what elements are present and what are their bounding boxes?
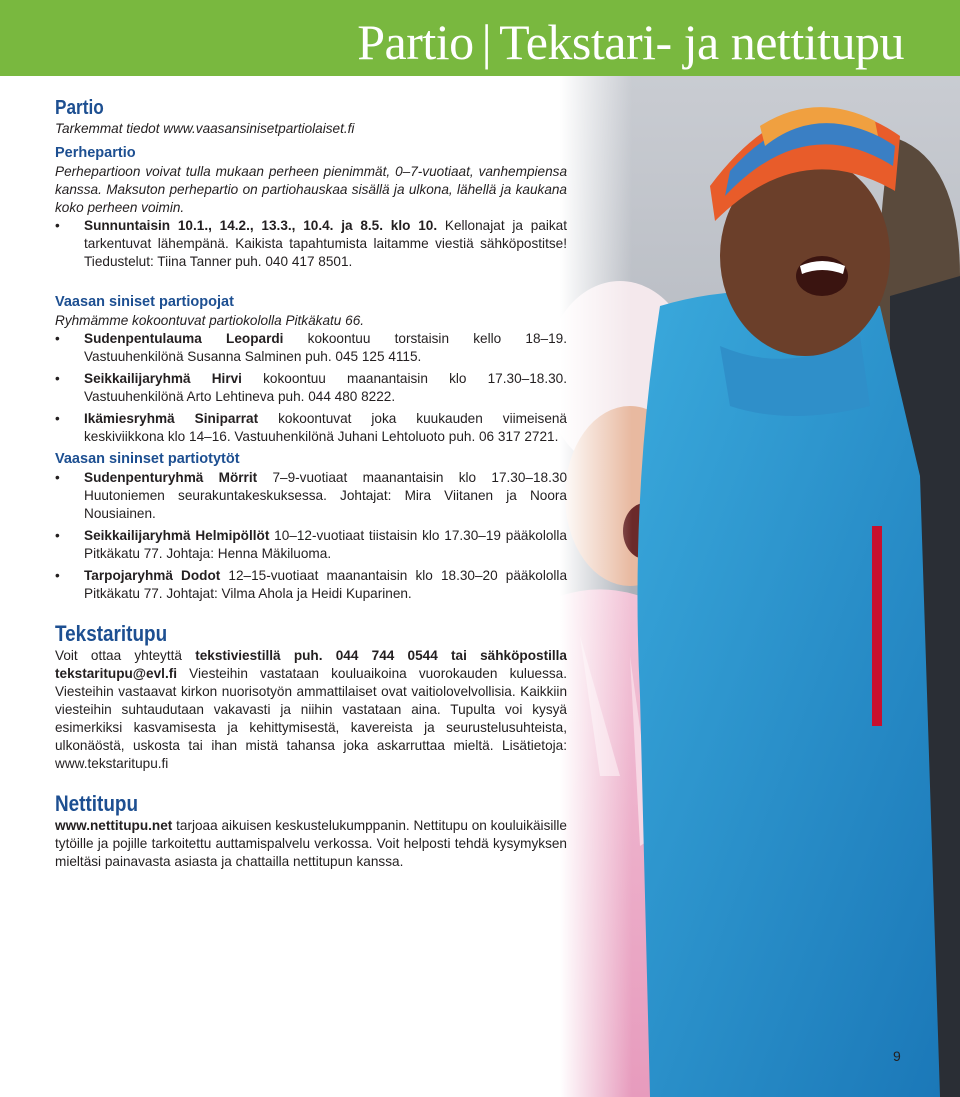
nettitupu-text (55, 817, 567, 871)
item-text: 7–9-vuotiaat maanantaisin klo 17.30–18.30 Huutoniemen seurakuntakeskuksessa. Johtajat: Mira Viitanen ja Noora Nousiainen. (84, 470, 568, 521)
list-item (55, 370, 567, 406)
partiopojat-list (55, 330, 567, 446)
page-number: 9 (893, 1048, 901, 1064)
nettitupu-t2: tarjoaa aikuisen keskustelukumppanin. Nettitupu on kouluikäisille tytöille ja pojille tarkoitettu auttamispalvelu verkossa. Voit helposti tehdä kysymyksen mieltäsi painavasta asiasta ja chattailla nettitupun kanssa. (55, 818, 567, 869)
item-text: kokoontuu maanantaisin klo 17.30–18.30. Vastuuhenkilönä Arto Lehtineva puh. 044 480 8222. (84, 371, 567, 404)
title-left: Partio (357, 14, 474, 70)
item-text: 10–12-vuotiaat tiistaisin klo 17.30–19 pääkololla Pitkäkatu 77. Johtaja: Henna Mäkiluoma. (84, 528, 567, 561)
item-text: Kellonajat ja paikat tarkentuvat lähempänä. Kaikista tapahtumista laitamme viestiä sähköpostitse! Tiedustelut: Tiina Tanner puh. 040 417 8501. (84, 218, 567, 269)
scouts-photo (560, 76, 960, 1097)
tekstaritupu-text (55, 647, 567, 773)
partiotytot-list (55, 469, 567, 603)
partiopojat-intro: Ryhmämme kokoontuvat partiokololla Pitkäkatu 66. (55, 313, 365, 328)
perhepartio-list (55, 217, 567, 271)
title-separator: | (481, 14, 492, 70)
page-title (357, 12, 904, 72)
heading-partio: Partio (55, 97, 104, 119)
item-bold: Seikkailijaryhmä Helmipöllöt (84, 528, 270, 543)
heading-tekstaritupu: Tekstaritupu (55, 621, 168, 646)
item-bold: Sudenpenturyhmä Mörrit (84, 470, 258, 485)
item-bold: Tarpojaryhmä Dodot (84, 568, 221, 583)
heading-partiotytot: Vaasan sininset partiotytöt (55, 451, 240, 467)
tekstaritupu-contact: tekstiviestillä puh. 044 744 0544 tai sähköpostilla tekstaritupu@evl.fi (55, 648, 567, 681)
item-bold: Seikkailijaryhmä Hirvi (84, 371, 242, 386)
partio-more-info: Tarkemmat tiedot www.vaasansinisetpartiolaiset.fi (55, 121, 355, 136)
heading-perhepartio: Perhepartio (55, 145, 136, 161)
nettitupu-url: www.nettitupu.net (55, 818, 173, 833)
list-item (55, 330, 567, 366)
item-text: 12–15-vuotiaat maanantaisin klo 18.30–20 pääkololla Pitkäkatu 77. Johtajat: Vilma Ahola ja Heidi Kuparinen. (84, 568, 568, 601)
heading-partiopojat: Vaasan siniset partiopojat (55, 294, 234, 310)
item-bold: Sunnuntaisin 10.1., 14.2., 13.3., 10.4. ja 8.5. klo 10. (84, 218, 438, 233)
item-bold: Ikämiesryhmä Siniparrat (84, 411, 259, 426)
tekstaritupu-t3: Viesteihin vastataan kouluaikoina vuorokauden kuluessa. Viesteihin vastaavat kirkon nuorisotyön ammattilaiset ovat vaitiolovelvollisia. Kaikkiin viesteihin suhtaudutaan vakavasti ja niihin vastataan aina. Tupulta voi kysyä esimerkiksi kasvamisesta ja kehittymisestä, kavereista ja seurustelusuhteista, ulkonäöstä, uskosta tai ihan mistä tahansa joka askarruttaa mieltä. Lisätietoja: www.tekstaritupu.fi (55, 666, 567, 771)
perhepartio-intro: Perhepartioon voivat tulla mukaan perheen pienimmät, 0–7-vuotiaat, vanhempiensa kanssa. Maksuton perhepartio on partiohauskaa sisällä ja ulkona, lähellä ja kaukana koko perheen voimin. (55, 164, 567, 215)
item-text: kokoontuu torstaisin kello 18–19. Vastuuhenkilönä Susanna Salminen puh. 045 125 4115. (84, 331, 567, 364)
list-item (55, 217, 567, 271)
list-item (55, 527, 567, 563)
item-bold: Sudenpentulauma Leopardi (84, 331, 284, 346)
list-item (55, 469, 567, 523)
heading-nettitupu: Nettitupu (55, 791, 139, 816)
item-text: kokoontuvat joka kuukauden viimeisenä keskiviikkona klo 14–16. Vastuuhenkilönä Juhani Lehtoluoto puh. 06 317 2721. (84, 411, 567, 444)
tekstaritupu-t1: Voit ottaa yhteyttä (55, 648, 196, 663)
list-item (55, 567, 567, 603)
title-right: Tekstari- ja nettitupu (499, 14, 904, 70)
list-item (55, 410, 567, 446)
main-content (55, 96, 567, 871)
